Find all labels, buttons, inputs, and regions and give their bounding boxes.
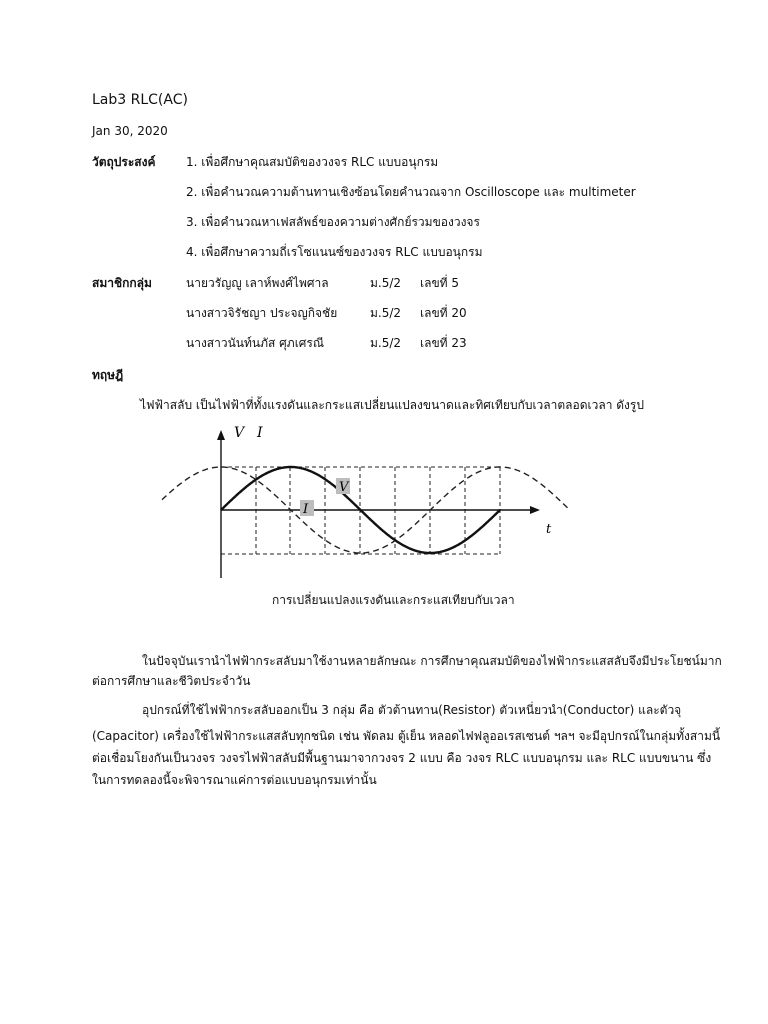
current-curve-label: I	[303, 502, 309, 517]
theory-label: ทฤษฎี	[92, 368, 124, 382]
i-axis-label: I	[257, 425, 263, 441]
x-axis-arrow-icon	[530, 506, 540, 514]
voltage-curve-label: V	[339, 480, 349, 495]
member-class: ม.5/2	[370, 276, 402, 290]
member-number: เลขที่ 20	[420, 306, 467, 320]
paragraph-line: อุปกรณ์ที่ใช้ไฟฟ้ากระสลับออกเป็น 3 กลุ่ม คือ ตัวต้านทาน(Resistor) ตัวเหนี่ยวนำ(Conductor) และตัวจุ	[142, 703, 682, 717]
objective-item: 1. เพื่อศึกษาคุณสมบัติของวงจร RLC แบบอนุกรม	[186, 155, 439, 169]
theory-intro: ไฟฟ้าสลับ เป็นไฟฟ้าที่ทั้งแรงดันและกระแสเปลี่ยนแปลงขนาดและทิศเทียบกับเวลาตลอดเวลา ดังรูป	[140, 398, 644, 412]
member-number: เลขที่ 23	[420, 336, 467, 350]
objective-item: 3. เพื่อคำนวณหาเฟสลัพธ์ของความต่างศักย์รวมของวงจร	[186, 215, 480, 229]
y-axis-arrow-icon	[217, 430, 225, 440]
paragraph-line: ต่อเชื่อมโยงกันเป็นวงจร วงจรไฟฟ้าสลับมีพื้นฐานมาจากวงจร 2 แบบ คือ วงจร RLC แบบอนุกรม และ RLC แบบขนาน ซึ่ง	[92, 751, 712, 765]
member-number: เลขที่ 5	[420, 276, 460, 290]
paragraph-line: ในการทดลองนี้จะพิจารณาแค่การต่อแบบอนุกรมเท่านั้น	[92, 773, 377, 787]
objectives-label: วัตถุประสงค์	[92, 155, 156, 169]
member-class: ม.5/2	[370, 306, 402, 320]
objective-item: 4. เพื่อศึกษาความถี่เรโซแนนซ์ของวงจร RLC แบบอนุกรม	[186, 245, 483, 259]
doc-title: Lab3 RLC(AC)	[92, 92, 188, 108]
doc-date: Jan 30, 2020	[92, 124, 168, 138]
t-axis-label: t	[546, 522, 552, 537]
paragraph-line: ต่อการศึกษาและชีวิตประจำวัน	[92, 674, 251, 688]
members-label: สมาชิกกลุ่ม	[92, 276, 152, 290]
paragraph-line: (Capacitor) เครื่องใช้ไฟฟ้ากระแสสลับทุกชนิด เช่น พัดลม ตู้เย็น หลอดไฟฟลูออเรสเซนต์ ฯลฯ จะมีอุปกรณ์ในกลุ่มทั้งสามนี้	[92, 729, 721, 743]
paragraph-line: ในปัจจุบันเรานำไฟฟ้ากระสลับมาใช้งานหลายลักษณะ การศึกษาคุณสมบัติของไฟฟ้ากระแสสลับจึงมีประโยชน์มาก	[142, 654, 722, 668]
member-name: นางสาวจิรัชญา ประจญกิจชัย	[186, 306, 338, 320]
v-axis-label: V	[234, 425, 245, 441]
member-class: ม.5/2	[370, 336, 402, 350]
figure-caption: การเปลี่ยนแปลงแรงดันและกระแสเทียบกับเวลา	[272, 593, 515, 607]
member-name: นายวรัญญู เลาห์พงศ์ไพศาล	[186, 276, 329, 290]
objective-item: 2. เพื่อคำนวณความต้านทานเชิงซ้อนโดยคำนวณจาก Oscilloscope และ multimeter	[186, 185, 636, 199]
paragraph-2	[92, 697, 720, 793]
paragraph-1	[92, 648, 722, 694]
member-name: นางสาวนันท์นภัส ศุภเศรณี	[186, 336, 324, 350]
